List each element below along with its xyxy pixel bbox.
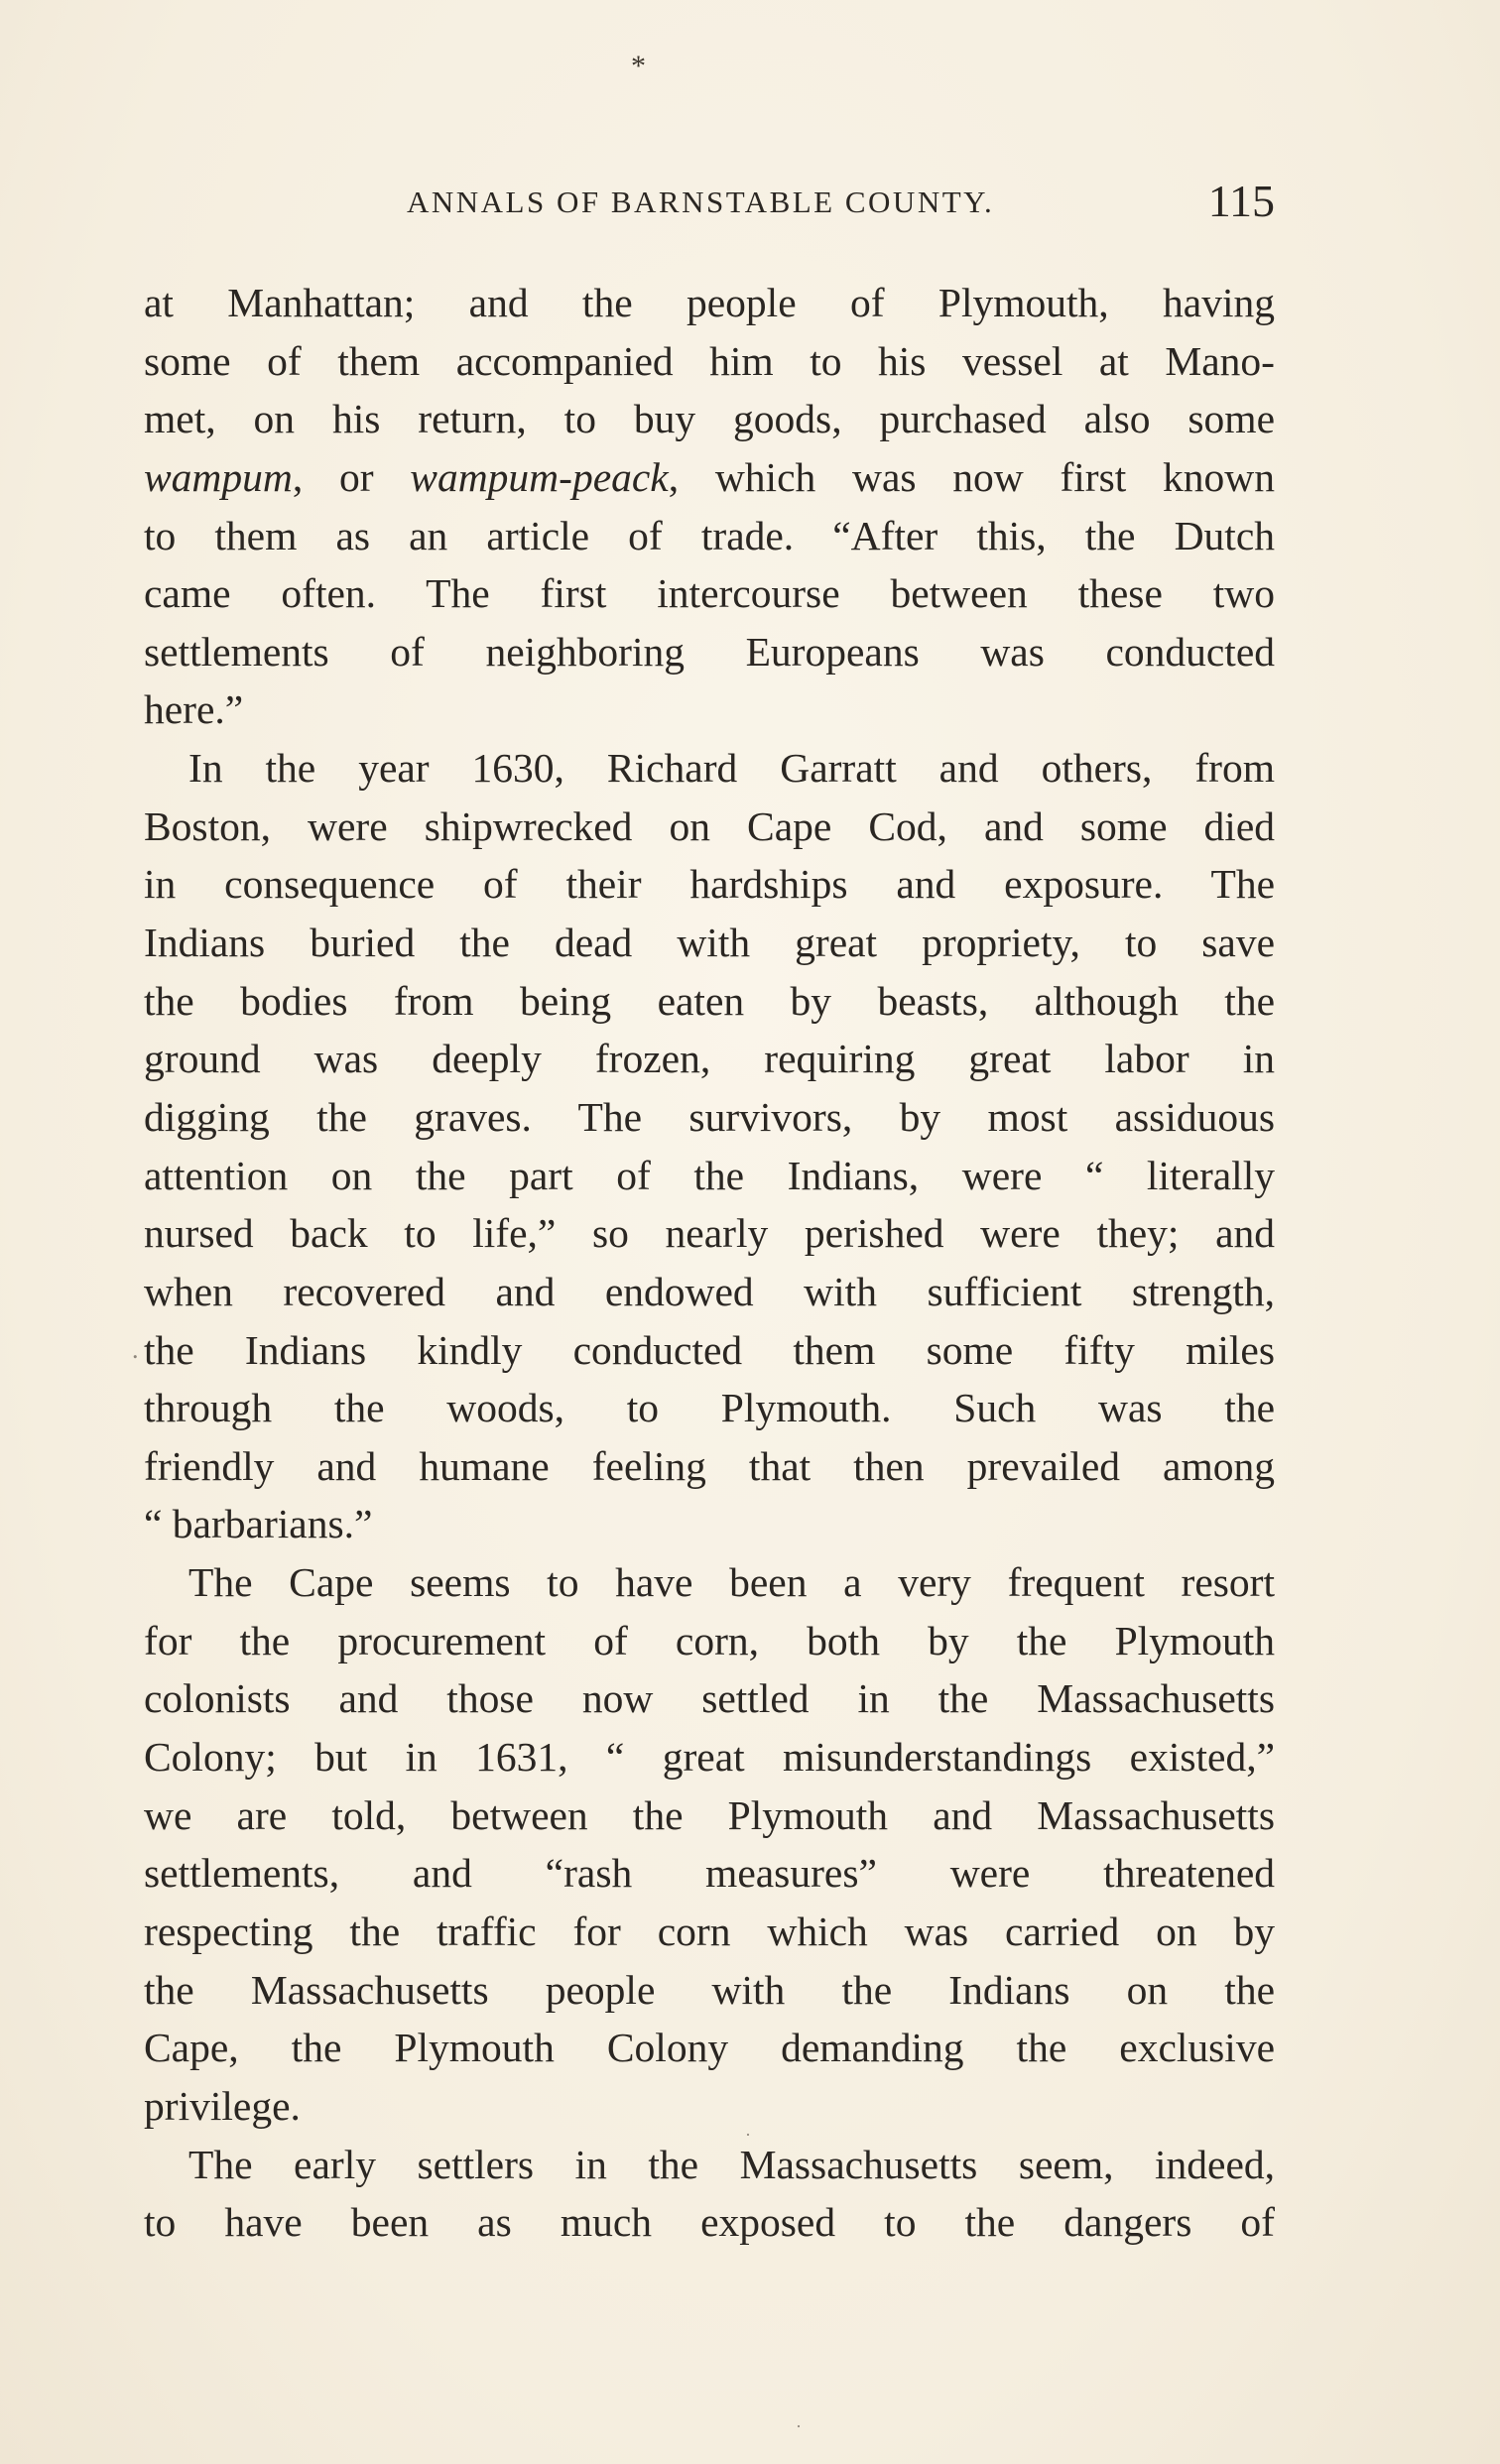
text-line: when recovered and endowed with sufficient strength, <box>144 1268 1275 1314</box>
text-line: the Indians kindly conducted them some fifty miles <box>144 1326 1275 1373</box>
text-line: “ barbarians.” <box>144 1501 373 1547</box>
text-line: privilege. <box>144 2082 301 2129</box>
text-line: colonists and those now settled in the Massachusetts <box>144 1675 1275 1722</box>
text-line: met, on his return, to buy goods, purchased also some <box>144 396 1275 442</box>
stray-mark: · <box>796 2416 802 2436</box>
text-line: to have been as much exposed to the dangers of <box>144 2199 1275 2246</box>
text-line: attention on the part of the Indians, were “ literally <box>144 1152 1275 1198</box>
text-line: Boston, were shipwrecked on Cape Cod, and some died <box>144 802 1275 849</box>
text-line: some of them accompanied him to his vessel at Mano- <box>144 337 1275 384</box>
text-line: in consequence of their hardships and exposure. The <box>144 861 1275 908</box>
text-line: for the procurement of corn, both by the Plymouth <box>144 1617 1275 1663</box>
text-line: the bodies from being eaten by beasts, although the <box>144 977 1275 1024</box>
text-line: friendly and humane feeling that then prevailed among <box>144 1442 1275 1489</box>
running-title: ANNALS OF BARNSTABLE COUNTY. <box>407 185 995 219</box>
text-run: , which was now first known <box>668 453 1275 500</box>
italic-term: wampum <box>144 453 293 500</box>
stray-mark: · <box>745 2125 751 2145</box>
text-line <box>144 448 1275 507</box>
text-line: Cape, the Plymouth Colony demanding the exclusive <box>144 2025 1275 2071</box>
text-line: we are told, between the Plymouth and Massachusetts <box>144 1791 1275 1838</box>
text-line: Indians buried the dead with great propriety, to save <box>144 920 1275 966</box>
text-line: The Cape seems to have been a very frequent resort <box>188 1559 1275 1606</box>
text-line: The early settlers in the Massachusetts seem, indeed, <box>188 2141 1275 2187</box>
text-line: at Manhattan; and the people of Plymouth, having <box>144 280 1275 325</box>
body-text <box>144 274 1275 2252</box>
text-line: to them as an article of trade. “After this, the Dutch <box>144 512 1275 558</box>
italic-term: wampum-peack <box>410 453 669 500</box>
text-line: the Massachusetts people with the Indians on the <box>144 1966 1275 2013</box>
text-line: In the year 1630, Richard Garratt and others, from <box>188 745 1275 792</box>
text-line: through the woods, to Plymouth. Such was the <box>144 1385 1275 1431</box>
text-line: ground was deeply frozen, requiring great labor in <box>144 1036 1275 1082</box>
text-line: Colony; but in 1631, “ great misunderstandings existed,” <box>144 1734 1275 1781</box>
page-number: 115 <box>1207 176 1275 226</box>
text-run: , or <box>292 453 411 500</box>
running-head <box>144 175 1275 224</box>
text-line: came often. The first intercourse between these two <box>144 570 1275 617</box>
text-line: digging the graves. The survivors, by most assiduous <box>144 1093 1275 1140</box>
top-ornament-mark: * <box>631 50 646 82</box>
stray-mark: . <box>132 1335 139 1364</box>
text-line: nursed back to life,” so nearly perished were they; and <box>144 1210 1275 1257</box>
text-line: settlements, and “rash measures” were threatened <box>144 1850 1275 1897</box>
text-line: settlements of neighboring Europeans was conducted <box>144 628 1275 675</box>
text-line: here.” <box>144 686 244 733</box>
text-line: respecting the traffic for corn which was carried on by <box>144 1908 1275 1954</box>
